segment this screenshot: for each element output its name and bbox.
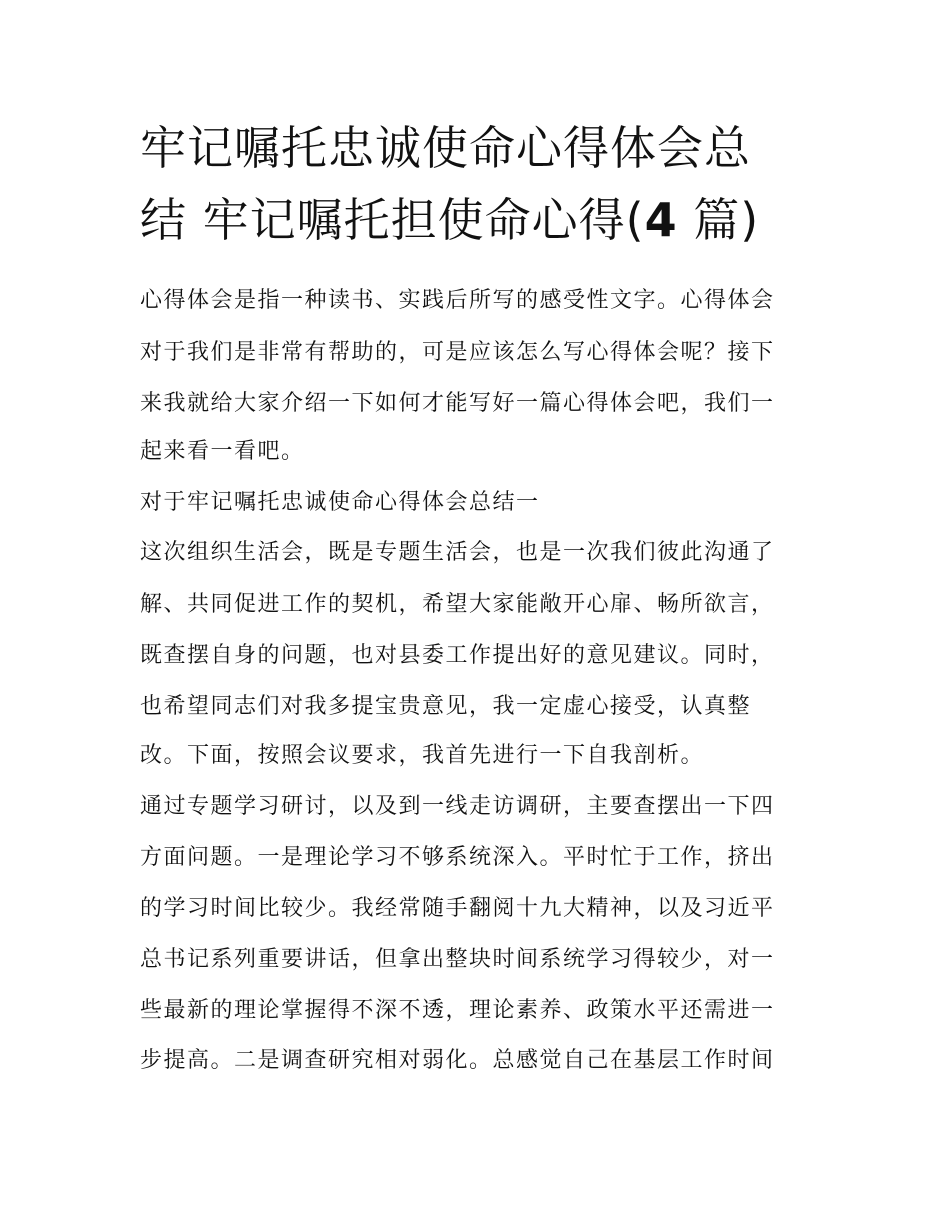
document-title: [140, 112, 820, 256]
paragraph-1-line: 既查摆自身的问题，也对县委工作提出好的意见建议。同时，: [140, 643, 775, 668]
paragraph-2-line: 总书记系列重要讲话，但拿出整块时间系统学习得较少，对一: [140, 947, 775, 972]
paragraph-1-line: 改。下面，按照会议要求，我首先进行一下自我剖析。: [140, 743, 705, 768]
paragraph-2-line: 步提高。二是调查研究相对弱化。总感觉自己在基层工作时间: [140, 1048, 775, 1073]
title-line-2-number: 4: [644, 193, 678, 247]
paragraph-1-line: 这次组织生活会，既是专题生活会，也是一次我们彼此沟通了: [140, 540, 775, 565]
section-heading: 对于牢记嘱托忠诚使命心得体会总结一: [140, 490, 540, 515]
intro-line: 来我就给大家介绍一下如何才能写好一篇心得体会吧，我们一: [140, 391, 775, 416]
intro-line: 对于我们是非常有帮助的，可是应该怎么写心得体会呢？接下: [140, 340, 775, 365]
paragraph-2-line: 方面问题。一是理论学习不够系统深入。平时忙于工作，挤出: [140, 845, 775, 870]
title-line-2-suffix: 篇): [677, 193, 760, 247]
paragraph-2-line: 的学习时间比较少。我经常随手翻阅十九大精神，以及习近平: [140, 896, 775, 921]
paragraph-1-line: 解、共同促进工作的契机，希望大家能敞开心扉、畅所欲言，: [140, 592, 775, 617]
intro-line: 心得体会是指一种读书、实践后所写的感受性文字。心得体会: [140, 288, 775, 313]
title-line-2-prefix: 结 牢记嘱托担使命心得(: [140, 193, 645, 247]
title-line-1: 牢记嘱托忠诚使命心得体会总: [140, 121, 751, 175]
paragraph-1-line: 也希望同志们对我多提宝贵意见，我一定虚心接受，认真整: [140, 694, 752, 719]
intro-line: 起来看一看吧。: [140, 439, 305, 464]
paragraph-2-line: 些最新的理论掌握得不深不透，理论素养、政策水平还需进一: [140, 998, 775, 1023]
paragraph-2-line: 通过专题学习研讨，以及到一线走访调研，主要查摆出一下四: [140, 794, 775, 819]
